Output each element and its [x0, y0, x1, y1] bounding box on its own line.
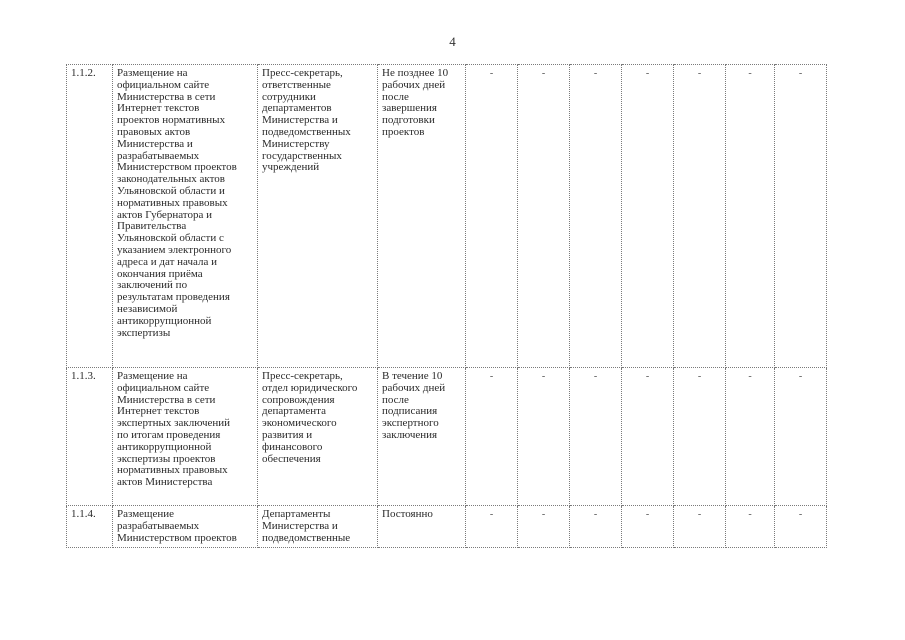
text-line: Министерства и — [117, 137, 193, 150]
period-mark: - — [726, 506, 775, 548]
responsible-cell — [258, 506, 378, 548]
period-mark: - — [518, 506, 570, 548]
text-line: завершения — [382, 102, 437, 115]
period-mark: - — [466, 65, 518, 368]
period-mark: - — [622, 368, 674, 506]
action-cell — [113, 506, 258, 548]
text-line: Пресс-секретарь, — [262, 370, 343, 382]
table-row — [67, 368, 827, 506]
text-line: актов Министерства — [117, 476, 213, 489]
text-line: заключений по — [117, 279, 188, 292]
text-line: адреса и дат начала и — [117, 255, 218, 268]
period-mark: - — [674, 65, 726, 368]
text-line: подготовки — [382, 114, 435, 127]
text-line: независимой — [117, 302, 178, 315]
text-line: Правительства — [117, 220, 187, 233]
period-mark: - — [518, 368, 570, 506]
text-line: Размещение на — [117, 67, 188, 79]
text-line: по итогам проведения — [117, 428, 221, 441]
text-line: развития и — [262, 428, 313, 441]
table-row — [67, 506, 827, 548]
text-line: Ульяновской области с — [117, 232, 224, 245]
text-line: финансового — [262, 440, 323, 453]
text-line: результатам проведения — [117, 291, 230, 304]
period-mark: - — [775, 65, 827, 368]
text-line: разрабатываемых — [117, 519, 200, 532]
text-line: подписания — [382, 405, 438, 418]
text-line: сопровождения — [262, 393, 335, 406]
text-line: Департаменты — [262, 508, 331, 520]
term-cell — [378, 506, 466, 548]
responsible-cell — [258, 65, 378, 368]
text-line: окончания приёма — [117, 267, 203, 280]
period-mark: - — [466, 506, 518, 548]
text-line: подведомственных — [262, 125, 351, 138]
text-line: Министерством проектов — [117, 161, 237, 174]
text-line: заключения — [382, 428, 438, 441]
item-number: 1.1.3. — [67, 368, 113, 506]
measures-table — [66, 64, 827, 548]
period-mark: - — [622, 65, 674, 368]
text-line: Министерством проектов — [117, 531, 237, 544]
text-line: Пресс-секретарь, — [262, 67, 343, 79]
term-cell — [378, 65, 466, 368]
text-line: экономического — [262, 417, 337, 430]
period-mark: - — [726, 368, 775, 506]
text-line: Министерству — [262, 137, 330, 150]
text-line: официальном сайте — [117, 78, 210, 91]
text-line: антикоррупционной — [117, 314, 212, 327]
period-mark: - — [674, 368, 726, 506]
text-line: нормативных правовых — [117, 464, 228, 477]
text-line: разрабатываемых — [117, 149, 200, 162]
text-line: правовых актов — [117, 125, 191, 138]
text-line: рабочих дней — [382, 381, 446, 394]
text-line: Ульяновской области и — [117, 184, 225, 197]
period-mark: - — [570, 506, 622, 548]
text-line: департамента — [262, 405, 326, 418]
text-line: ответственные — [262, 78, 331, 91]
period-mark: - — [775, 368, 827, 506]
text-line: Постоянно — [382, 508, 433, 520]
text-line: Интернет текстов — [117, 102, 200, 115]
period-mark: - — [775, 506, 827, 548]
text-line: Министерства и — [262, 114, 338, 127]
text-line: обеспечения — [262, 452, 321, 465]
text-line: Интернет текстов — [117, 405, 200, 418]
text-line: государственных — [262, 149, 342, 162]
action-cell — [113, 368, 258, 506]
text-line: законодательных актов — [117, 173, 225, 186]
period-mark: - — [466, 368, 518, 506]
text-line: проектов нормативных — [117, 114, 226, 127]
text-line: департаментов — [262, 102, 332, 115]
text-line: подведомственные — [262, 531, 351, 544]
text-line: Размещение — [117, 508, 175, 520]
responsible-cell — [258, 368, 378, 506]
period-mark: - — [674, 506, 726, 548]
text-line: актов Губернатора и — [117, 208, 212, 221]
text-line: отдел юридического — [262, 381, 358, 394]
table-row — [67, 65, 827, 368]
item-number: 1.1.4. — [67, 506, 113, 548]
text-line: официальном сайте — [117, 381, 210, 394]
text-line: после — [382, 393, 409, 406]
item-number: 1.1.2. — [67, 65, 113, 368]
text-line: Не позднее 10 — [382, 67, 449, 79]
page-number: 4 — [449, 34, 456, 49]
text-line: Министерства в сети — [117, 393, 216, 406]
text-line: экспертизы — [117, 326, 171, 339]
text-line: после — [382, 90, 409, 103]
text-line: экспертного — [382, 417, 439, 430]
text-line: рабочих дней — [382, 78, 446, 91]
text-line: указанием электронного — [117, 243, 232, 256]
text-line: Размещение на — [117, 370, 188, 382]
text-line: учреждений — [262, 161, 320, 174]
period-mark: - — [570, 65, 622, 368]
period-mark: - — [726, 65, 775, 368]
term-cell — [378, 368, 466, 506]
action-cell — [113, 65, 258, 368]
period-mark: - — [570, 368, 622, 506]
text-line: Министерства и — [262, 519, 338, 532]
text-line: антикоррупционной — [117, 440, 212, 453]
text-line: Министерства в сети — [117, 90, 216, 103]
period-mark: - — [518, 65, 570, 368]
text-line: экспертных заключений — [117, 417, 231, 430]
text-line: нормативных правовых — [117, 196, 228, 209]
text-line: проектов — [382, 125, 425, 138]
text-line: В течение 10 — [382, 370, 443, 382]
text-line: экспертизы проектов — [117, 452, 216, 465]
text-line: сотрудники — [262, 90, 316, 103]
period-mark: - — [622, 506, 674, 548]
